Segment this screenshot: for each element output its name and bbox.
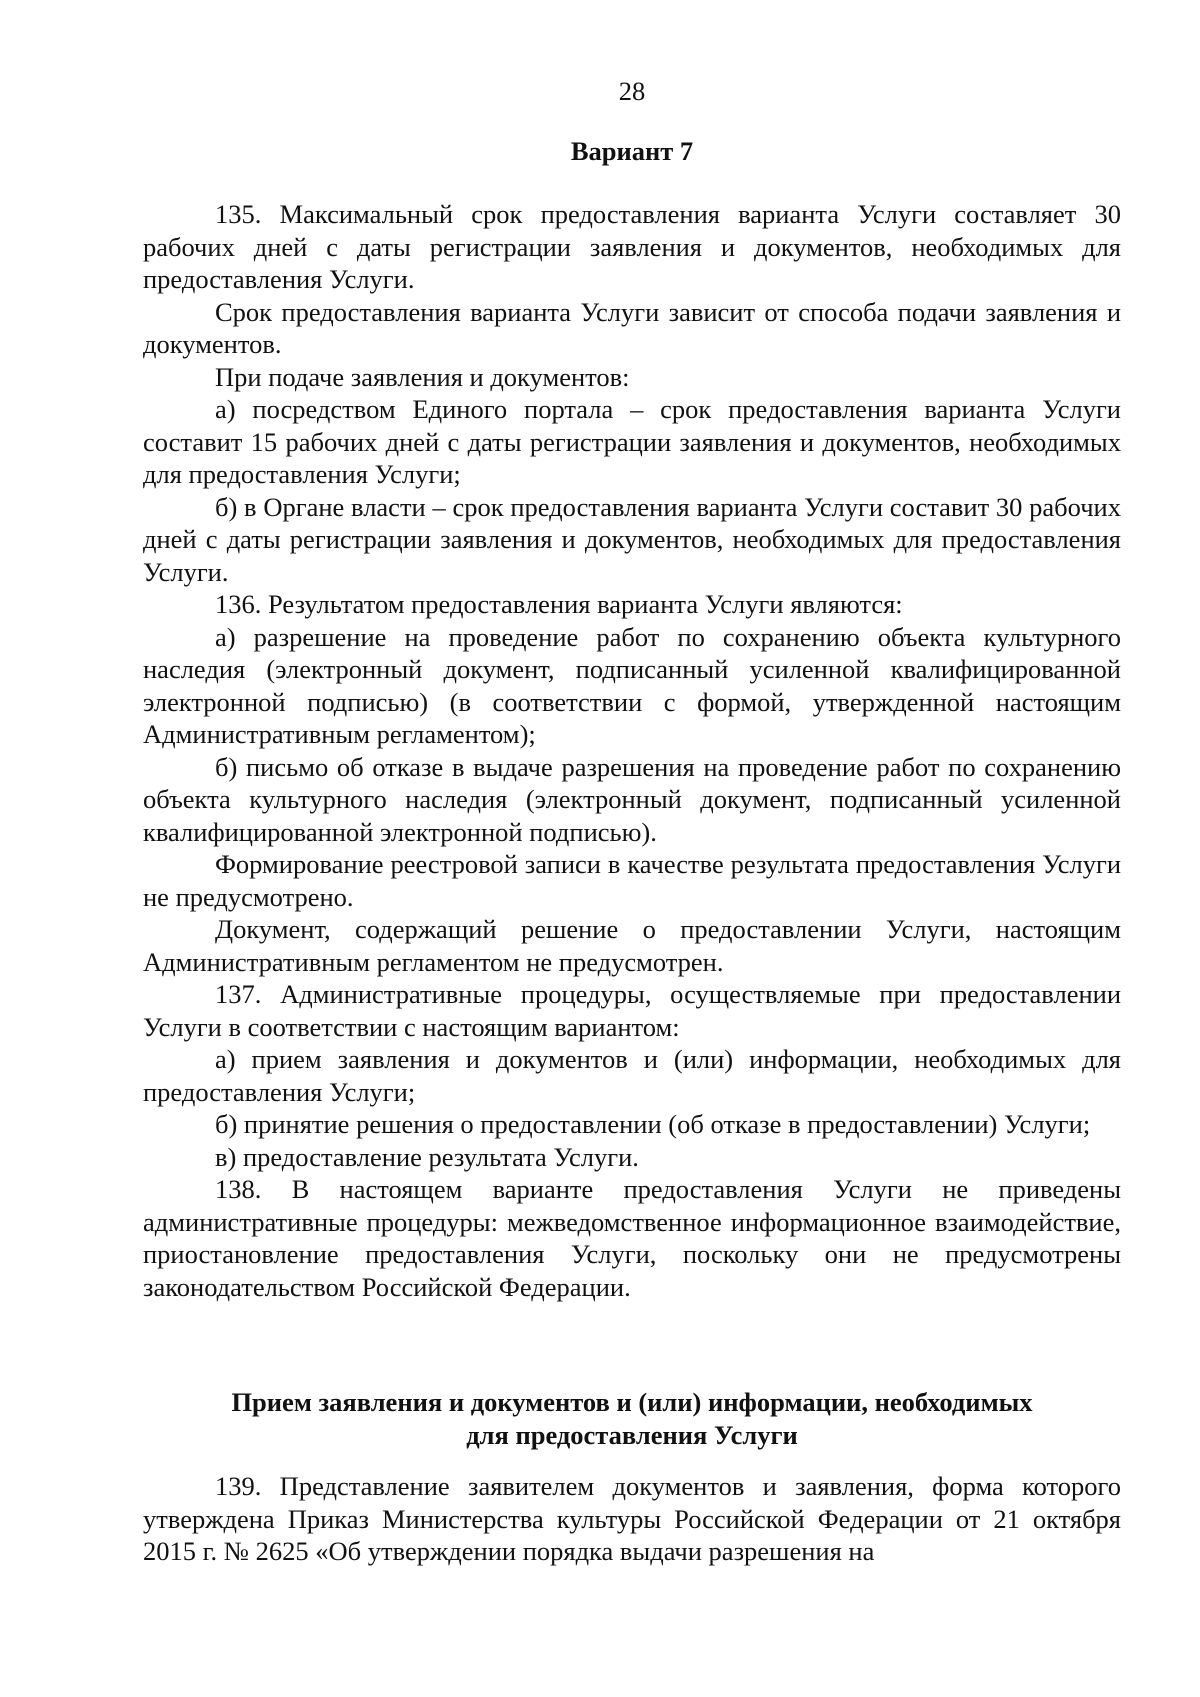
paragraph: а) посредством Единого портала – срок предоставления варианта Услуги составит 15 рабочих дней с даты регистрации заявления и документов, необходимых для предоставления Услуги;: [143, 394, 1121, 489]
body-text: [143, 198, 1121, 1303]
page-number: 28: [618, 76, 646, 106]
paragraph: Формирование реестровой записи в качестве результата предоставления Услуги не предусмотрено.: [143, 849, 1121, 912]
paragraph: б) письмо об отказе в выдаче разрешения на проведение работ по сохранению объекта культурного наследия (электронный документ, подписанный усиленной квалифицированной электронной подписью).: [143, 751, 1121, 847]
paragraph: Документ, содержащий решение о предоставлении Услуги, настоящим Административным регламентом не предусмотрен.: [143, 914, 1121, 977]
tail-text: [143, 1470, 1121, 1568]
paragraph: б) в Органе власти – срок предоставления варианта Услуги составит 30 рабочих дней с даты регистрации заявления и документов, необходимых для предоставления Услуги.: [143, 491, 1121, 587]
section-heading-line-1: Прием заявления и документов и (или) информации, необходимых: [231, 1387, 1033, 1417]
paragraph: а) разрешение на проведение работ по сохранению объекта культурного наследия (электронный документ, подписанный усиленной квалифицированной электронной подписью) (в соответствии с формой, утвержденной настоящим Административным регламентом);: [143, 621, 1121, 749]
variant-title: Вариант 7: [570, 136, 694, 166]
paragraph: Срок предоставления варианта Услуги зависит от способа подачи заявления и документов.: [143, 296, 1121, 359]
paragraph: 138. В настоящем варианте предоставления Услуги не приведены административные процедуры: межведомственное информационное взаимодействие, приостановление предоставления Услуги, поскольку они не предусмотрены законодательством Российской Федерации.: [143, 1174, 1121, 1302]
paragraph: в) предоставление результата Услуги.: [215, 1141, 639, 1172]
paragraph: При подаче заявления и документов:: [215, 361, 630, 392]
paragraph: а) прием заявления и документов и (или) информации, необходимых для предоставления Услуги;: [143, 1044, 1121, 1107]
paragraph: 137. Административные процедуры, осуществляемые при предоставлении Услуги в соответствии с настоящим вариантом:: [143, 979, 1121, 1042]
section-heading-line-2: для предоставления Услуги: [466, 1420, 798, 1450]
section-heading: [143, 1386, 1121, 1452]
paragraph: б) принятие решения о предоставлении (об отказе в предоставлении) Услуги;: [215, 1109, 1091, 1139]
paragraph: 139. Представление заявителем документов и заявления, форма которого утверждена Приказ Министерства культуры Российской Федерации от 21 октября 2015 г. № 2625 «Об утверждении порядка выдачи разрешения на: [143, 1471, 1121, 1566]
paragraph: 135. Максимальный срок предоставления варианта Услуги составляет 30 рабочих дней с даты регистрации заявления и документов, необходимых для предоставления Услуги.: [143, 199, 1121, 294]
paragraph: 136. Результатом предоставления варианта Услуги являются:: [215, 589, 903, 619]
